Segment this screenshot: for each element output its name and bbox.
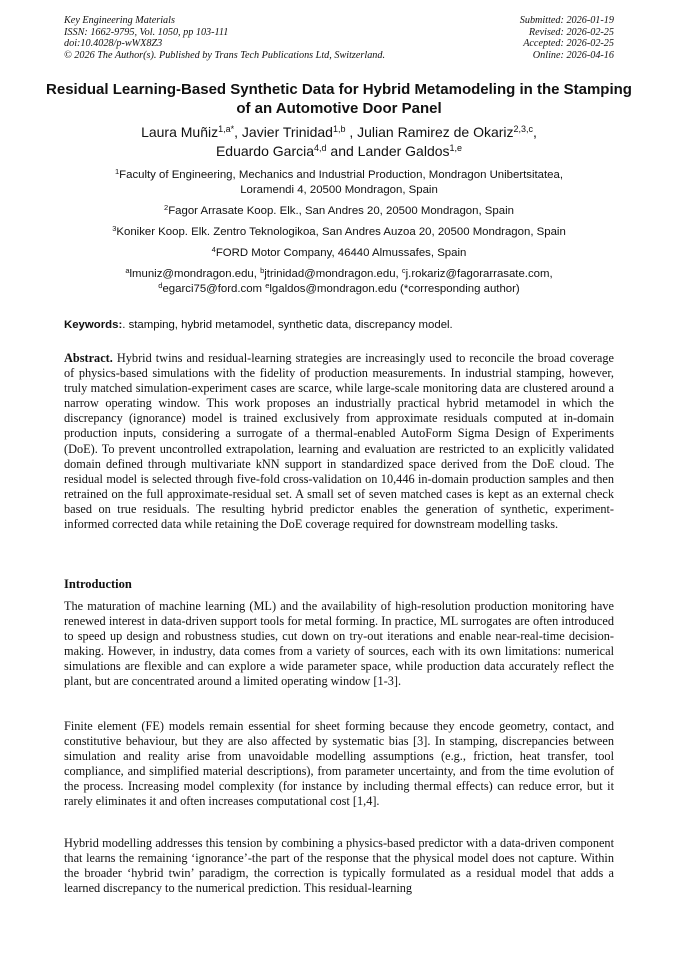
date-revised: Revised: 2026-02-25 [528, 26, 614, 38]
email-b[interactable]: jtrinidad@mondragon.edu [264, 268, 396, 280]
intro-paragraph-2: Finite element (FE) models remain essential for sheet forming because they encode geometry, contact, and constitutive behaviour, but they are also affected by systematic bias [3]. In stamping, discrepancies between simulation and reality arise from unavoidable modelling assumptions (e.g., friction, heat transfer, tool compliance, and simplified material descriptions), from parameter uncertainty, and from the time evolution of the process. Increasing model complexity (for instance by including thermal effects) can reduce error, but it rarely eliminates it and often increases computational cost [1,4]. [64, 719, 614, 809]
author-marker: 4,d [314, 142, 327, 153]
author-marker: 1,a* [218, 124, 235, 134]
author-list [40, 123, 638, 160]
affiliation-4 [40, 246, 638, 261]
section-heading: Introduction [64, 577, 132, 591]
abstract-label: Abstract. [64, 351, 113, 365]
abstract-text: Hybrid twins and residual-learning strategies are increasingly used to reconcile the broad coverage of physics-based simulations with the fidelity of production measurements. In industrial stamping, however, truly matched simulation-experiment cases are scarce, while large-scale monitoring data are clustered around a narrow operating window. This work proposes an industrially practical hybrid metamodel in which the discrepancy (ignorance) model is trained exclusively from approximate residuals computed at in-domain production inputs, considering a surrogate of a thermal-enabled AutoForm Sigma Design of Experiments (DoE). To prevent uncontrolled extrapolation, learning and evaluation are restricted to an explicitly validated domain defined through multivariate kNN support in standardized space derived from the DoE cloud. The residual model is selected through five-fold cross-validation on 10,446 in-domain production samples and then retrained on the full approximate-residual set. A small set of seven matched cases is kept as an external check based on true residuals. The resulting hybrid predictor enables the generation of synthetic, experiment-informed corrected data while retaining the DoE coverage required for downstream modelling tasks. [64, 351, 614, 532]
author-marker: 2,3,c [513, 124, 534, 134]
affiliation-text: Faculty of Engineering, Mechanics and Industrial Production, Mondragon Unibertsitatea, [119, 169, 564, 181]
affiliation-2 [40, 204, 638, 219]
affiliation-text: Koniker Koop. Elk. Zentro Teknologikoa, San Andres Auzoa 20, 20500 Mondragon, Spain [116, 226, 566, 238]
affiliation-text: Loramendi 4, 20500 Mondragon, Spain [240, 183, 438, 196]
author-marker: 1,e [449, 142, 463, 153]
date-submitted: Submitted: 2026-01-19 [519, 15, 614, 26]
author-name: Eduardo Garcia [215, 142, 315, 159]
email-marker: b [260, 266, 265, 275]
journal-doi: doi:10.4028/p-wWX8Z3 [64, 38, 163, 49]
affiliation-3 [40, 225, 638, 240]
abstract [64, 351, 614, 532]
author-emails: $^a$lmuniz@mondragon.edu, $^b$jtrinidad@mondragon.edu, $^c$j.rokariz@fagorarrasate.com, $^d$egarci75@ford.com $^e$lgaldos@mondragon.edu (*corresponding author) [125, 266, 553, 295]
email-marker: d [158, 280, 163, 290]
email-a[interactable]: lmuniz@mondragon.edu [129, 268, 254, 280]
affiliation-text: FORD Motor Company, 46440 Almussafes, Spain [215, 247, 467, 259]
author-name: Javier Trinidad [241, 124, 333, 140]
journal-info [64, 15, 385, 61]
publication-dates [520, 15, 614, 61]
email-e[interactable]: lgaldos@mondragon.edu [269, 282, 397, 295]
intro-paragraph-1: The maturation of machine learning (ML) and the availability of high-resolution production monitoring have renewed interest in data-driven support tools for metal forming. In practice, ML surrogates are often introduced to speed up design and robustness studies, cut down on try-out iterations and enable near-real-time decision-making. However, in industry, data comes from a variety of sources, each with its own limitations: numerical simulations are flexible and can explore a wide parameter space, while production data accurately reflect the plant, but are concentrated around a limited operating window [1-3]. [64, 599, 614, 689]
keywords [64, 318, 614, 332]
keywords-label: Keywords: [64, 319, 123, 331]
email-c[interactable]: j.rokariz@fagorarrasate.com [405, 268, 550, 280]
affiliation-1 [40, 168, 638, 197]
affiliation-marker: 4 [211, 245, 216, 254]
corresponding-note: (*corresponding author) [400, 282, 520, 295]
affiliation-text: Fagor Arrasate Koop. Elk., San Andres 20, 20500 Mondragon, Spain [168, 205, 514, 217]
author-separator: , [345, 124, 358, 140]
paper-title: Residual Learning-Based Synthetic Data for Hybrid Metamodeling in the Stamping of an Automotive Door Panel [46, 81, 632, 117]
author-name: Lander Galdos [357, 142, 450, 159]
email-marker: e [265, 280, 270, 290]
author-separator: , [234, 124, 242, 140]
date-accepted: Accepted: 2026-02-25 [523, 38, 614, 49]
affiliation-marker: 1 [114, 167, 120, 176]
keywords-text: . stamping, hybrid metamodel, synthetic data, discrepancy model. [122, 319, 453, 331]
date-online: Online: 2026-04-16 [532, 49, 614, 61]
journal-name: Key Engineering Materials [64, 15, 175, 26]
email-marker: a [125, 266, 130, 275]
author-separator: , [533, 124, 537, 140]
email-marker: c [401, 266, 406, 275]
author-name: Laura Muñiz [141, 124, 219, 140]
journal-copyright: © 2026 The Author(s). Published by Trans Tech Publications Ltd, Switzerland. [64, 49, 386, 61]
intro-paragraph-3: Hybrid modelling addresses this tension by combining a physics-based predictor with a data-driven component that learns the remaining ‘ignorance’-the part of the response that the physical model does not capture. Within the broader ‘hybrid twin’ paradigm, the correction is typically formulated as a residual model that adds a learned discrepancy to the numerical prediction. This residual-learning [64, 836, 614, 896]
journal-issn: ISSN: 1662-9795, Vol. 1050, pp 103-111 [64, 26, 229, 38]
affiliation-marker: 2 [164, 203, 169, 212]
author-marker: 1,b [332, 124, 346, 134]
author-separator: and [326, 142, 358, 159]
affiliation-marker: 3 [112, 224, 117, 233]
author-name: Julian Ramirez de Okariz [357, 124, 514, 140]
email-d[interactable]: egarci75@ford.com [162, 282, 263, 295]
